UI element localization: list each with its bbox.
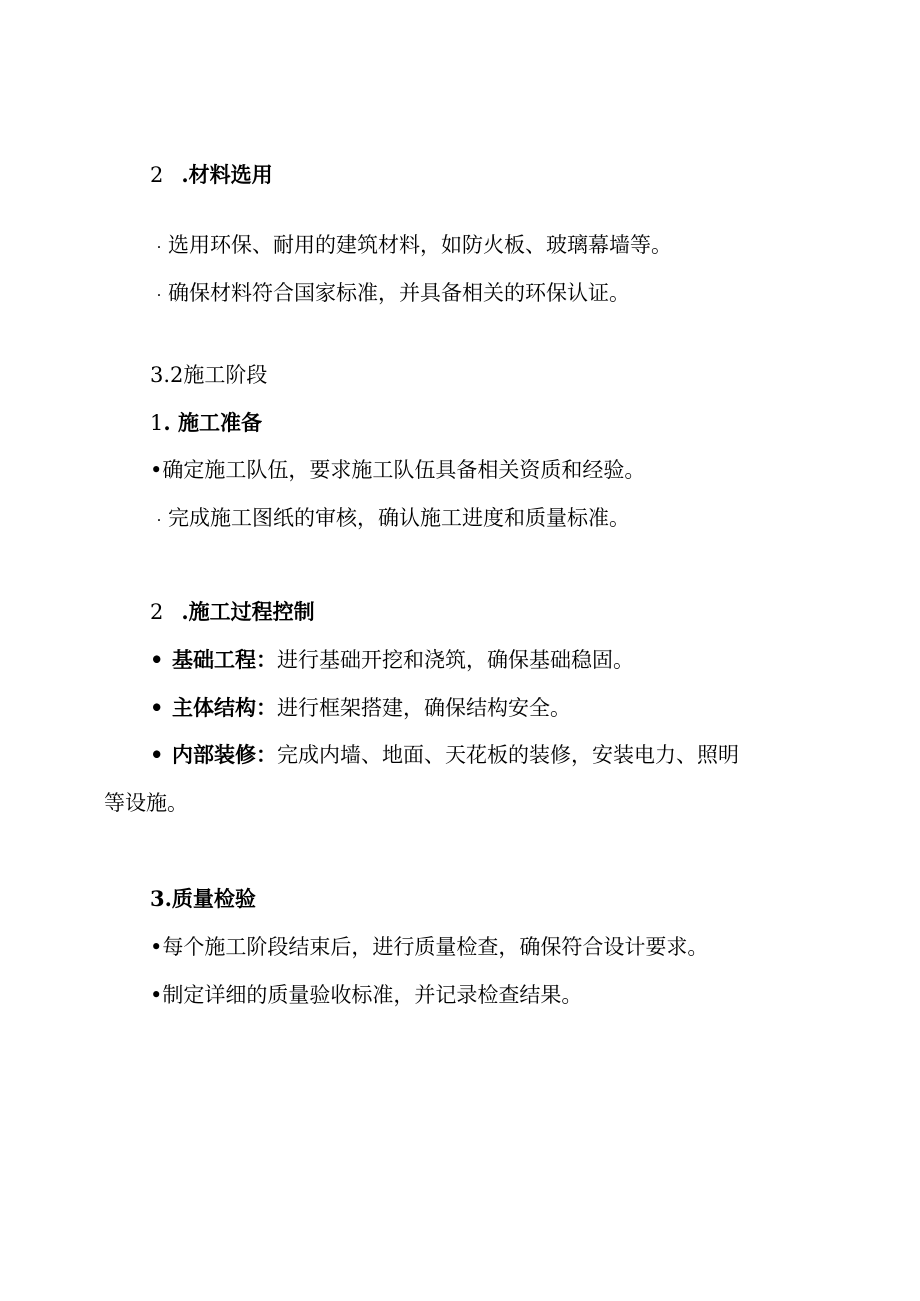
list-item (150, 740, 920, 770)
list-item (150, 645, 920, 675)
bullet: • (150, 647, 164, 672)
list-item (150, 278, 920, 310)
list-item (150, 932, 920, 962)
list-item (150, 230, 920, 262)
bullet: • (150, 458, 163, 482)
list-item (150, 455, 920, 485)
section-heading-materials (150, 160, 920, 190)
term-label: 基础工程： (172, 647, 277, 672)
bullet: • (150, 935, 163, 959)
list-item-text: 制定详细的质量验收标准，并记录检查结果。 (162, 983, 583, 1007)
section-heading-process-control (150, 597, 920, 627)
section-title: 3.2施工阶段 (150, 363, 268, 387)
list-item (150, 980, 920, 1010)
list-item-continuation (104, 788, 920, 818)
bullet: • (150, 695, 164, 720)
section-number: 1 (150, 411, 164, 435)
list-item-text: 等设施。 (104, 791, 188, 815)
bullet: • (150, 742, 164, 767)
section-number: 2 (150, 600, 164, 624)
list-item-text: 每个施工阶段结束后，进行质量检查，确保符合设计要求。 (162, 935, 709, 959)
list-item-text: 进行框架搭建，确保结构安全。 (277, 696, 571, 720)
list-item-text: 确保材料符合国家标准，并具备相关的环保认证。 (168, 281, 630, 305)
list-item-text: 完成内墙、地面、天花板的装修，安装电力、照明 (277, 743, 739, 767)
section-heading-construction-phase (150, 360, 920, 390)
list-item-text: 确定施工队伍，要求施工队伍具备相关资质和经验。 (162, 458, 646, 482)
section-heading-quality-inspection (150, 884, 920, 914)
section-number: 2 (150, 163, 164, 187)
term-label: 主体结构： (172, 695, 277, 720)
list-item-text: 进行基础开挖和浇筑，确保基础稳固。 (277, 648, 634, 672)
list-item-text: 选用环保、耐用的建筑材料，如防火板、玻璃幕墙等。 (168, 233, 672, 257)
bullet: · (156, 238, 162, 256)
section-heading-preparation (150, 408, 920, 438)
bullet: · (156, 286, 162, 304)
section-title: .施工过程控制 (181, 599, 315, 624)
bullet: • (150, 983, 163, 1007)
list-item (150, 503, 920, 535)
list-item (150, 693, 920, 723)
section-title: .材料选用 (181, 162, 273, 187)
section-title: . 施工准备 (163, 410, 262, 435)
section-title: 3.质量检验 (150, 886, 256, 911)
bullet: · (156, 511, 162, 529)
list-item-text: 完成施工图纸的审核，确认施工进度和质量标准。 (168, 506, 630, 530)
term-label: 内部装修： (172, 742, 277, 767)
